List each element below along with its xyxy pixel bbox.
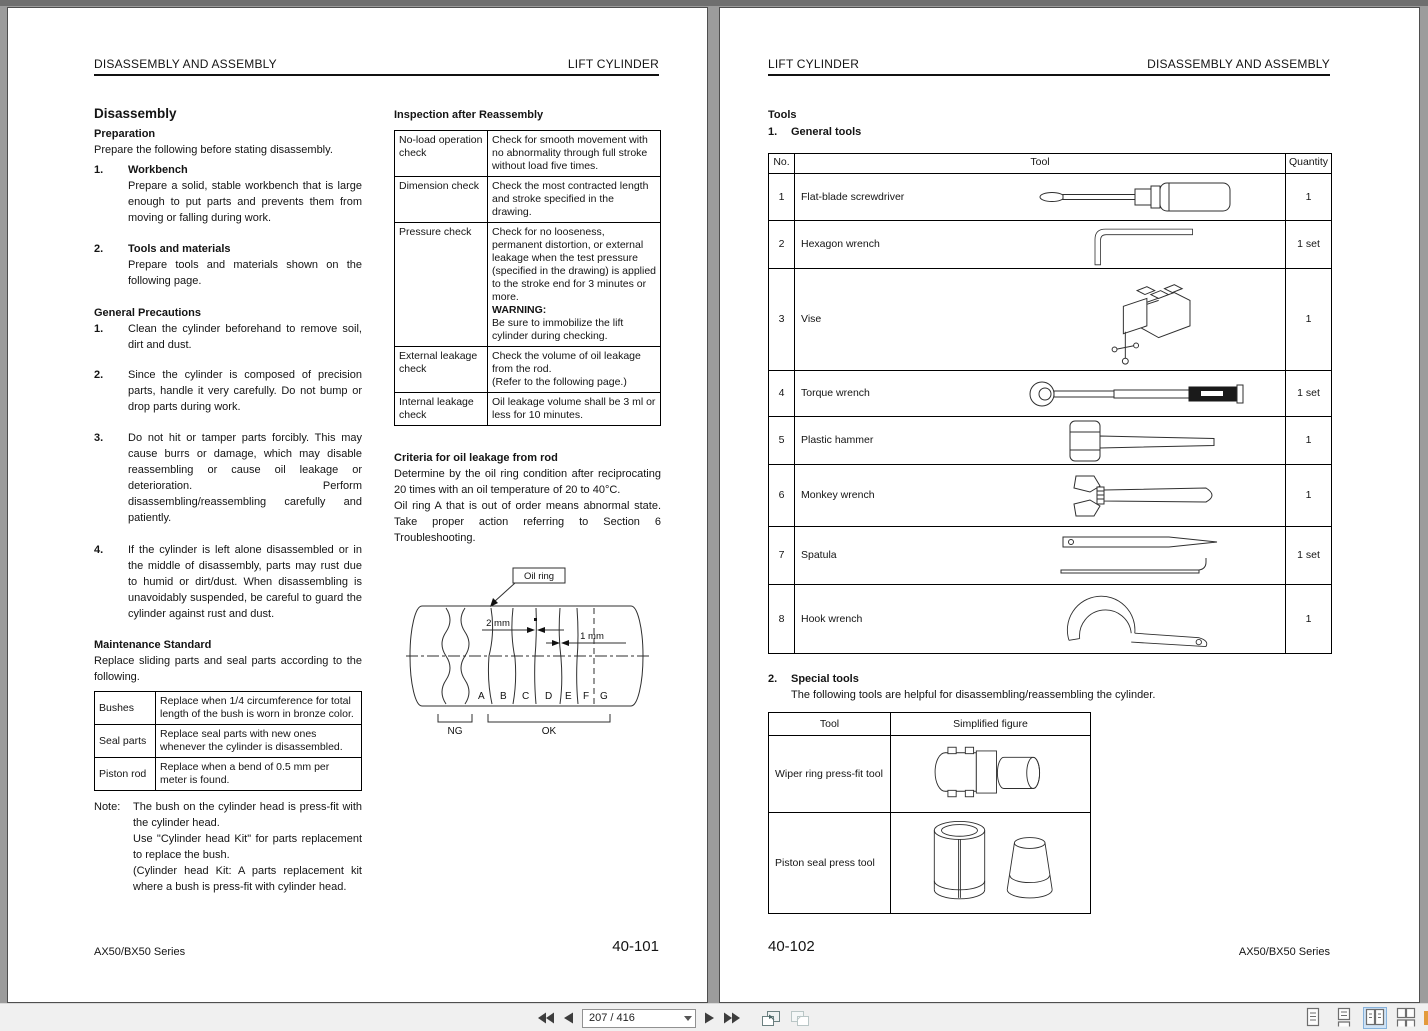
zone-letter: B [500,691,507,702]
note-line: Use "Cylinder head Kit" for parts replacement to replace the bush. [133,833,362,861]
previous-page-button[interactable] [564,1012,573,1024]
table-row [769,527,1332,585]
previous-view-icon [761,1010,781,1027]
tool-name: Spatula [801,549,837,561]
check-cell: No-load operation check [395,131,488,177]
zone-letter: G [600,691,608,702]
piston-seal-tool-figure [891,813,1091,914]
table-row [395,223,661,347]
hex-wrench-figure [1007,222,1275,268]
tool-name: Hexagon wrench [801,238,880,250]
previous-view-button[interactable] [761,1010,781,1027]
screwdriver-figure [1007,179,1275,215]
tool-qty: 1 set [1286,371,1332,417]
desc-cell: Check the most contracted length and stroke specified in the drawing. [488,177,661,223]
maintenance-table [94,691,362,791]
table-row [769,813,1091,914]
general-tools-heading: General tools [791,126,862,138]
maintenance-intro: Replace sliding parts and seal parts according to the following. [94,655,362,683]
tool-name: Wiper ring press-fit tool [769,736,891,813]
zone-letter: D [545,691,553,702]
partial-toolbar-icon[interactable] [1424,1011,1428,1025]
dropdown-arrow-icon[interactable] [680,1016,695,1021]
tool-no: 8 [769,585,795,654]
special-tools-table [768,712,1091,914]
pdf-toolbar [0,1003,1428,1031]
precaution-item [94,367,362,415]
note-block [94,799,362,895]
check-cell: Internal leakage check [395,393,488,426]
tools-heading: Tools [768,109,797,121]
criteria-heading: Criteria for oil leakage from rod [394,452,558,464]
left-column [94,106,362,895]
col-header-figure: Simplified figure [891,713,1091,736]
note-line: (Cylinder head Kit: A parts replacement kit where a bush is press-fit with cylinder head. [133,865,362,893]
oil-ring-diagram [394,566,661,743]
precautions-heading: General Precautions [94,307,201,319]
desc-cell [488,347,661,393]
right-column [394,107,661,743]
table-row [769,465,1332,527]
table-row [95,692,362,725]
item-body: Prepare tools and materials shown on the following page. [128,259,362,287]
running-header-right: DISASSEMBLY AND ASSEMBLY [1147,57,1330,71]
next-view-button[interactable] [790,1010,810,1027]
dimension-label: 1 mm [580,631,604,642]
ng-label: NG [447,726,463,737]
continuous-view-button[interactable] [1332,1007,1356,1029]
tool-no: 7 [769,527,795,585]
single-page-view-icon [1303,1007,1323,1030]
torque-wrench-figure [1007,378,1275,410]
wiper-ring-tool-figure [891,736,1091,813]
tool-name: Torque wrench [801,387,870,399]
tool-no: 4 [769,371,795,417]
table-row [769,221,1332,269]
dimension-label: 2 mm [486,618,510,629]
criteria-paragraph: Oil ring A that is out of order means abnormal state. Take proper action referring to Section 6 Troubleshooting. [394,500,661,544]
criteria-cell: Replace when 1/4 circumference for total length of the bush is worn in bronze color. [156,692,362,725]
special-tools-intro: The following tools are helpful for disassembling/reassembling the cylinder. [791,689,1156,701]
left-page [7,7,708,1003]
note-label: Note: [94,801,121,813]
tool-name: Piston seal press tool [769,813,891,914]
tool-no: 5 [769,417,795,465]
next-view-icon [790,1010,810,1027]
special-tools-heading: Special tools [791,673,859,685]
zone-letter: A [478,691,485,702]
tool-no: 6 [769,465,795,527]
two-page-continuous-view-button[interactable] [1394,1007,1418,1029]
tool-qty: 1 set [1286,221,1332,269]
tool-name: Flat-blade screwdriver [801,190,905,203]
tool-no: 2 [769,221,795,269]
general-tools-table [768,153,1332,654]
page-layout-group [1301,1007,1418,1029]
page-navigation-group [538,1008,810,1028]
table-row [395,131,661,177]
table-row [395,347,661,393]
zone-letter: F [583,691,590,702]
part-cell: Seal parts [95,725,156,758]
warning-text: Be sure to immobilize the lift cylinder during checking. [492,317,624,342]
criteria-paragraph: Determine by the oil ring condition after reciprocating 20 times with an oil temperature of 20 to 40°C. [394,468,661,496]
header-rule [768,74,1330,76]
page-number: 40-102 [768,938,815,955]
first-page-button[interactable] [538,1012,555,1024]
tool-name: Monkey wrench [801,489,875,501]
item-number: 2. [94,243,104,255]
desc-cell: Oil leakage volume shall be 3 ml or less for 10 minutes. [488,393,661,426]
page-number: 40-101 [612,938,659,955]
desc-cell [488,223,661,347]
table-row [95,725,362,758]
right-page [719,7,1420,1003]
col-header-no: No. [769,154,795,174]
next-page-button[interactable] [705,1012,714,1024]
section-title: Disassembly [94,106,177,121]
precaution-item [94,542,362,622]
table-row [769,736,1091,813]
two-page-continuous-view-icon [1396,1007,1416,1030]
check-cell: External leakage check [395,347,488,393]
series-footer: AX50/BX50 Series [1238,946,1330,958]
page-number-combobox[interactable] [582,1009,696,1028]
tool-qty: 1 [1286,465,1332,527]
table-row [769,174,1332,221]
series-footer: AX50/BX50 Series [94,946,186,958]
hook-wrench-figure [1007,587,1275,651]
item-number: 1. [94,164,104,176]
single-page-view-button[interactable] [1301,1007,1325,1029]
desc-text: Check the volume of oil leakage from the rod. [492,350,641,375]
part-cell: Piston rod [95,758,156,791]
item-body: Do not hit or tamper parts forcibly. This may cause burrs or damage, which may disable reassembling or cause oil leakage or deterioration. Perform disassembling/reassembling carefully and patiently. [128,432,362,524]
col-header-quantity: Quantity [1286,154,1332,174]
item-number: 2. [94,369,104,381]
preparation-intro: Prepare the following before stating disassembly. [94,144,333,156]
inspection-table [394,130,661,426]
table-row [395,177,661,223]
criteria-cell: Replace when a bend of 0.5 mm per meter is found. [156,758,362,791]
running-header-right: LIFT CYLINDER [567,57,659,71]
item-number: 4. [94,544,104,556]
table-row [769,371,1332,417]
inspection-heading: Inspection after Reassembly [394,109,544,121]
item-body: Since the cylinder is composed of precision parts, handle it very carefully. Do not bump or drop parts during work. [128,369,362,413]
table-row [769,417,1332,465]
item-title: Workbench [128,164,188,176]
tool-name: Vise [801,313,822,325]
first-page-icon [538,1012,555,1024]
oil-ring-label: Oil ring [523,571,555,582]
tool-qty: 1 [1286,269,1332,371]
spatula-figure [1007,530,1275,582]
tool-no: 1 [769,174,795,221]
last-page-icon [723,1012,740,1024]
last-page-button[interactable] [723,1012,740,1024]
criteria-cell: Replace seal parts with new ones whenever the cylinder is disassembled. [156,725,362,758]
two-page-view-icon [1365,1007,1385,1030]
monkey-wrench-figure [1007,470,1275,522]
desc-text: Check for no looseness, permanent distortion, or external leakage when the test pressure (specified in the drawing) is applied to the stroke end for 3 minutes or more. [492,226,657,303]
plastic-hammer-figure [1007,419,1275,463]
desc-cell: Check for smooth movement with no abnormality through full stroke without load five times. [488,131,661,177]
tool-qty: 1 [1286,417,1332,465]
check-cell: Dimension check [395,177,488,223]
window-top-strip [0,0,1428,6]
header-rule [94,74,659,76]
item-number: 1. [768,126,778,138]
tool-no: 3 [769,269,795,371]
desc-text: (Refer to the following page.) [492,376,627,388]
item-title: Tools and materials [128,243,231,255]
vise-figure [1007,271,1275,369]
warning-label: WARNING: [492,304,547,316]
zone-letter: C [522,691,530,702]
tool-qty: 1 [1286,585,1332,654]
tools-content [768,107,1333,914]
tool-qty: 1 [1286,174,1332,221]
ok-label: OK [541,726,557,737]
item-body: If the cylinder is left alone disassembled or in the middle of disassembly, parts may rust due to humid or dirt/dust. When disassembling is unavoidably suspended, be careful to guard the cylinder against rust and dust. [128,544,362,620]
precaution-item [94,321,362,353]
table-header-row [769,154,1332,174]
item-number: 3. [94,432,104,444]
table-row [395,393,661,426]
note-line: The bush on the cylinder head is press-fit with the cylinder head. [133,801,362,829]
table-row [95,758,362,791]
zone-letter: E [565,691,572,702]
check-cell: Pressure check [395,223,488,347]
tool-qty: 1 set [1286,527,1332,585]
col-header-tool: Tool [769,713,891,736]
maintenance-heading: Maintenance Standard [94,639,212,651]
part-cell: Bushes [95,692,156,725]
table-header-row [769,713,1091,736]
running-header-left: DISASSEMBLY AND ASSEMBLY [94,57,277,71]
table-row [769,585,1332,654]
item-body: Prepare a solid, stable workbench that is large enough to put parts and prevents them from moving or falling during work. [128,180,362,224]
table-row [769,269,1332,371]
precaution-item [94,430,362,526]
running-header-left: LIFT CYLINDER [768,57,860,71]
continuous-view-icon [1334,1007,1354,1030]
item-body: Clean the cylinder beforehand to remove soil, dirt and dust. [128,323,362,351]
item-number: 2. [768,673,778,685]
preparation-heading: Preparation [94,128,156,140]
col-header-tool: Tool [795,154,1286,174]
tool-name: Hook wrench [801,612,863,625]
page-indicator[interactable]: 207 / 416 [589,1012,635,1024]
two-page-view-button[interactable] [1363,1007,1387,1029]
item-number: 1. [94,323,104,335]
previous-page-icon [564,1012,573,1024]
tool-name: Plastic hammer [801,434,874,446]
next-page-icon [705,1012,714,1024]
